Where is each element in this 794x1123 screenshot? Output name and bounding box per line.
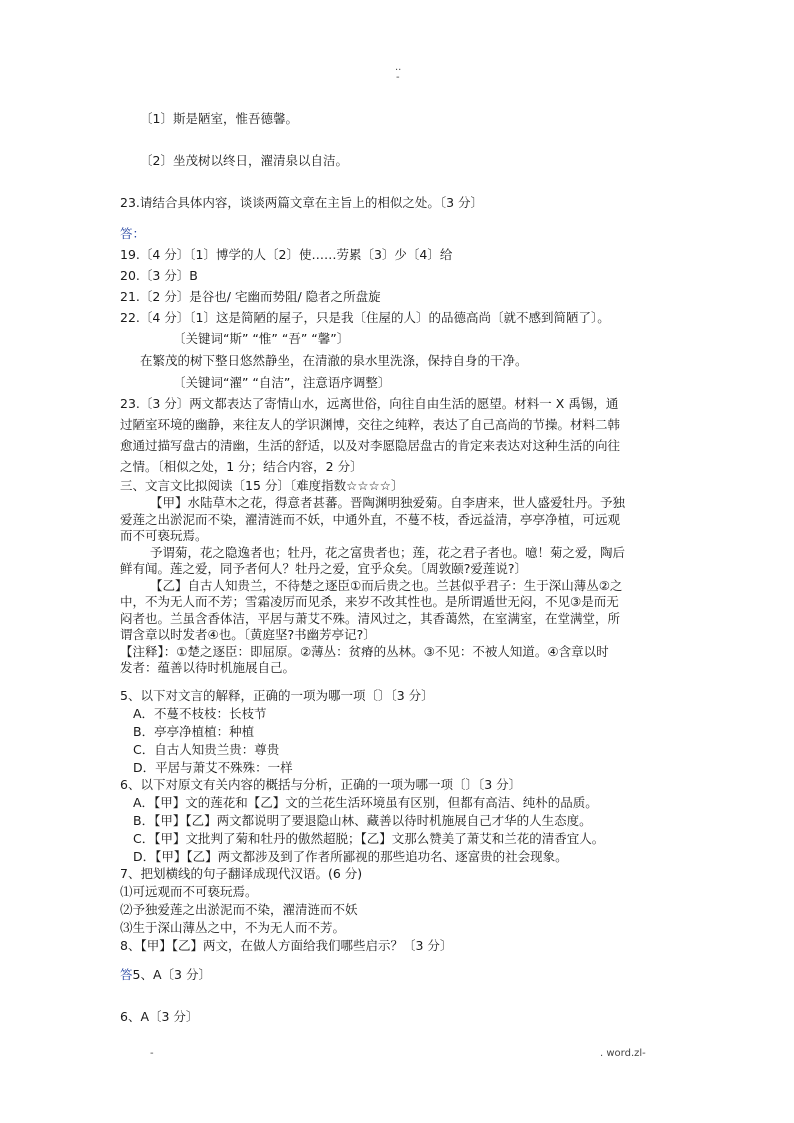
option-a: A．不蔓不枝枝：长枝节 <box>133 706 267 721</box>
section-heading: 三、文言文比拟阅读〔15 分〕〔难度指数☆☆☆☆〕 <box>120 478 404 493</box>
answer-5: 5、A〔3 分〕 <box>132 967 211 982</box>
option-d: D．【甲】【乙】两文都涉及到了作者所鄙视的那些追功名、逐富贵的社会现象。 <box>133 849 568 864</box>
answer-23-cont: 愈通过描写盘古的清幽，生活的舒适，以及对李愿隐居盘古的肯定来表达对这种生活的向往 <box>120 438 621 453</box>
option-b: B．亭亭净植植：种植 <box>133 724 255 739</box>
passage-a: 而不可亵玩焉。 <box>120 528 208 543</box>
footer-right: . word.zl- <box>600 1048 646 1059</box>
answer-19: 19.〔4 分〕〔1〕博学的人〔2〕使……劳累〔3〕少〔4〕给 <box>120 247 453 262</box>
annotation: 发者：蕴善以待时机施展自己。 <box>120 660 296 675</box>
answer-20: 20.〔3 分〕B <box>120 268 198 283</box>
passage-b: 中，不为无人而不芳；雪霜凌厉而见杀，来岁不改其性也。是所谓遁世无闷，不见③是而无 <box>120 594 619 609</box>
passage-a: 【甲】水陆草木之花，得意者甚蕃。晋陶渊明独爱菊。自李唐来，世人盛爱牡丹。予独 <box>150 495 626 510</box>
answer-line: 〔1〕斯是陋室，惟吾德馨。 <box>140 111 298 126</box>
question-7: 7、把划横线的句子翻译成现代汉语。(6 分) <box>120 866 363 881</box>
translate-item: ⑶生于深山薄丛之中，不为无人而不芳。 <box>120 920 346 935</box>
annotation: 【注释】：①楚之逐臣：即屈原。②薄丛：贫瘠的丛林。③不见：不被人知道。④含章以时 <box>120 644 609 659</box>
answer-block <box>120 966 211 984</box>
keyword-note: 〔关键词“斯” “惟” “吾” “馨”〕 <box>173 331 350 346</box>
option-b: B．【甲】【乙】两文都说明了要退隐山林、藏善以待时机施展自己才华的人生态度。 <box>133 813 592 828</box>
header-dash: - <box>396 72 400 83</box>
passage-b: 谓含章以时发者④也。〔黄庭坚?书幽芳亭记?〕 <box>120 627 376 642</box>
question-6: 6、以下对原文有关内容的概括与分析，正确的一项为哪一项〔〕〔3 分〕 <box>120 777 522 792</box>
translate-item: ⑴可远观而不可亵玩焉。 <box>120 884 258 899</box>
answer-label: 答 <box>120 967 133 982</box>
translate-item: ⑵予独爱莲之出淤泥而不染，濯清涟而不妖 <box>120 902 358 917</box>
answer-23-cont: 过陋室环境的幽静，来往友人的学识渊博，交往之纯粹，表达了自己高尚的节操。材料二韩 <box>120 417 621 432</box>
answer-23: 23.〔3 分〕两文都表达了寄情山水，远离世俗，向往自由生活的愿望。材料一 X 禹锡，通 <box>120 396 619 411</box>
option-c: C．【甲】文批判了菊和牡丹的傲然超脱；【乙】文那么赞美了萧艾和兰花的清香宜人。 <box>133 831 605 846</box>
passage-b: 闷者也。兰虽含香体洁，平居与萧艾不殊。清风过之，其香蔼然，在室满室，在堂满堂，所 <box>120 611 621 626</box>
option-a: A．【甲】文的莲花和【乙】文的兰花生活环境虽有区别，但都有高洁、纯朴的品质。 <box>133 795 598 810</box>
header-dots: .. <box>395 62 402 73</box>
question-23: 23.请结合具体内容，谈谈两篇文章在主旨上的相似之处。〔3 分〕 <box>120 195 484 210</box>
answer-6: 6、A〔3 分〕 <box>120 1009 199 1024</box>
question-8: 8、【甲】【乙】两文，在做人方面给我们哪些启示？〔3 分〕 <box>120 938 453 953</box>
answer-line: 〔2〕坐茂树以终日，濯清泉以自洁。 <box>140 153 348 168</box>
answer-heading: 答： <box>120 226 146 241</box>
question-5: 5、以下对文言的解释，正确的一项为哪一项〔〕〔3 分〕 <box>120 688 434 703</box>
option-c: C．自古人知贵兰贵：尊贵 <box>133 742 280 757</box>
answer-21: 21.〔2 分〕是谷也/ 宅幽而势阻/ 隐者之所盘旋 <box>120 289 381 304</box>
passage-a: 予谓菊，花之隐逸者也；牡丹，花之富贵者也；莲，花之君子者也。噫！菊之爱，陶后 <box>150 545 626 560</box>
answer-line: 在繁茂的树下整日悠然静坐，在清澈的泉水里洗涤，保持自身的干净。 <box>140 353 528 368</box>
answer-22: 22.〔4 分〕〔1〕这是简陋的屋子，只是我〔住屋的人〕的品德高尚〔就不感到简陋了〕。 <box>120 310 610 325</box>
passage-b: 【乙】自古人知贵兰，不待楚之逐臣①而后贵之也。兰甚似乎君子：生于深山薄丛②之 <box>150 578 623 593</box>
keyword-note: 〔关键词“濯” “自洁”，注意语序调整〕 <box>173 375 391 390</box>
footer-left: - <box>150 1048 154 1059</box>
answer-23-cont: 之情。〔相似之处，1 分；结合内容，2 分〕 <box>120 459 363 474</box>
option-d: D．平居与萧艾不殊殊：一样 <box>133 760 293 775</box>
passage-a: 爱莲之出淤泥而不染，濯清涟而不妖，中通外直，不蔓不枝，香远益清，亭亭净植，可远观 <box>120 512 621 527</box>
passage-a: 鲜有闻。莲之爱，同予者何人？牡丹之爱，宜乎众矣。〔周敦颐?爱莲说?〕 <box>120 561 528 576</box>
